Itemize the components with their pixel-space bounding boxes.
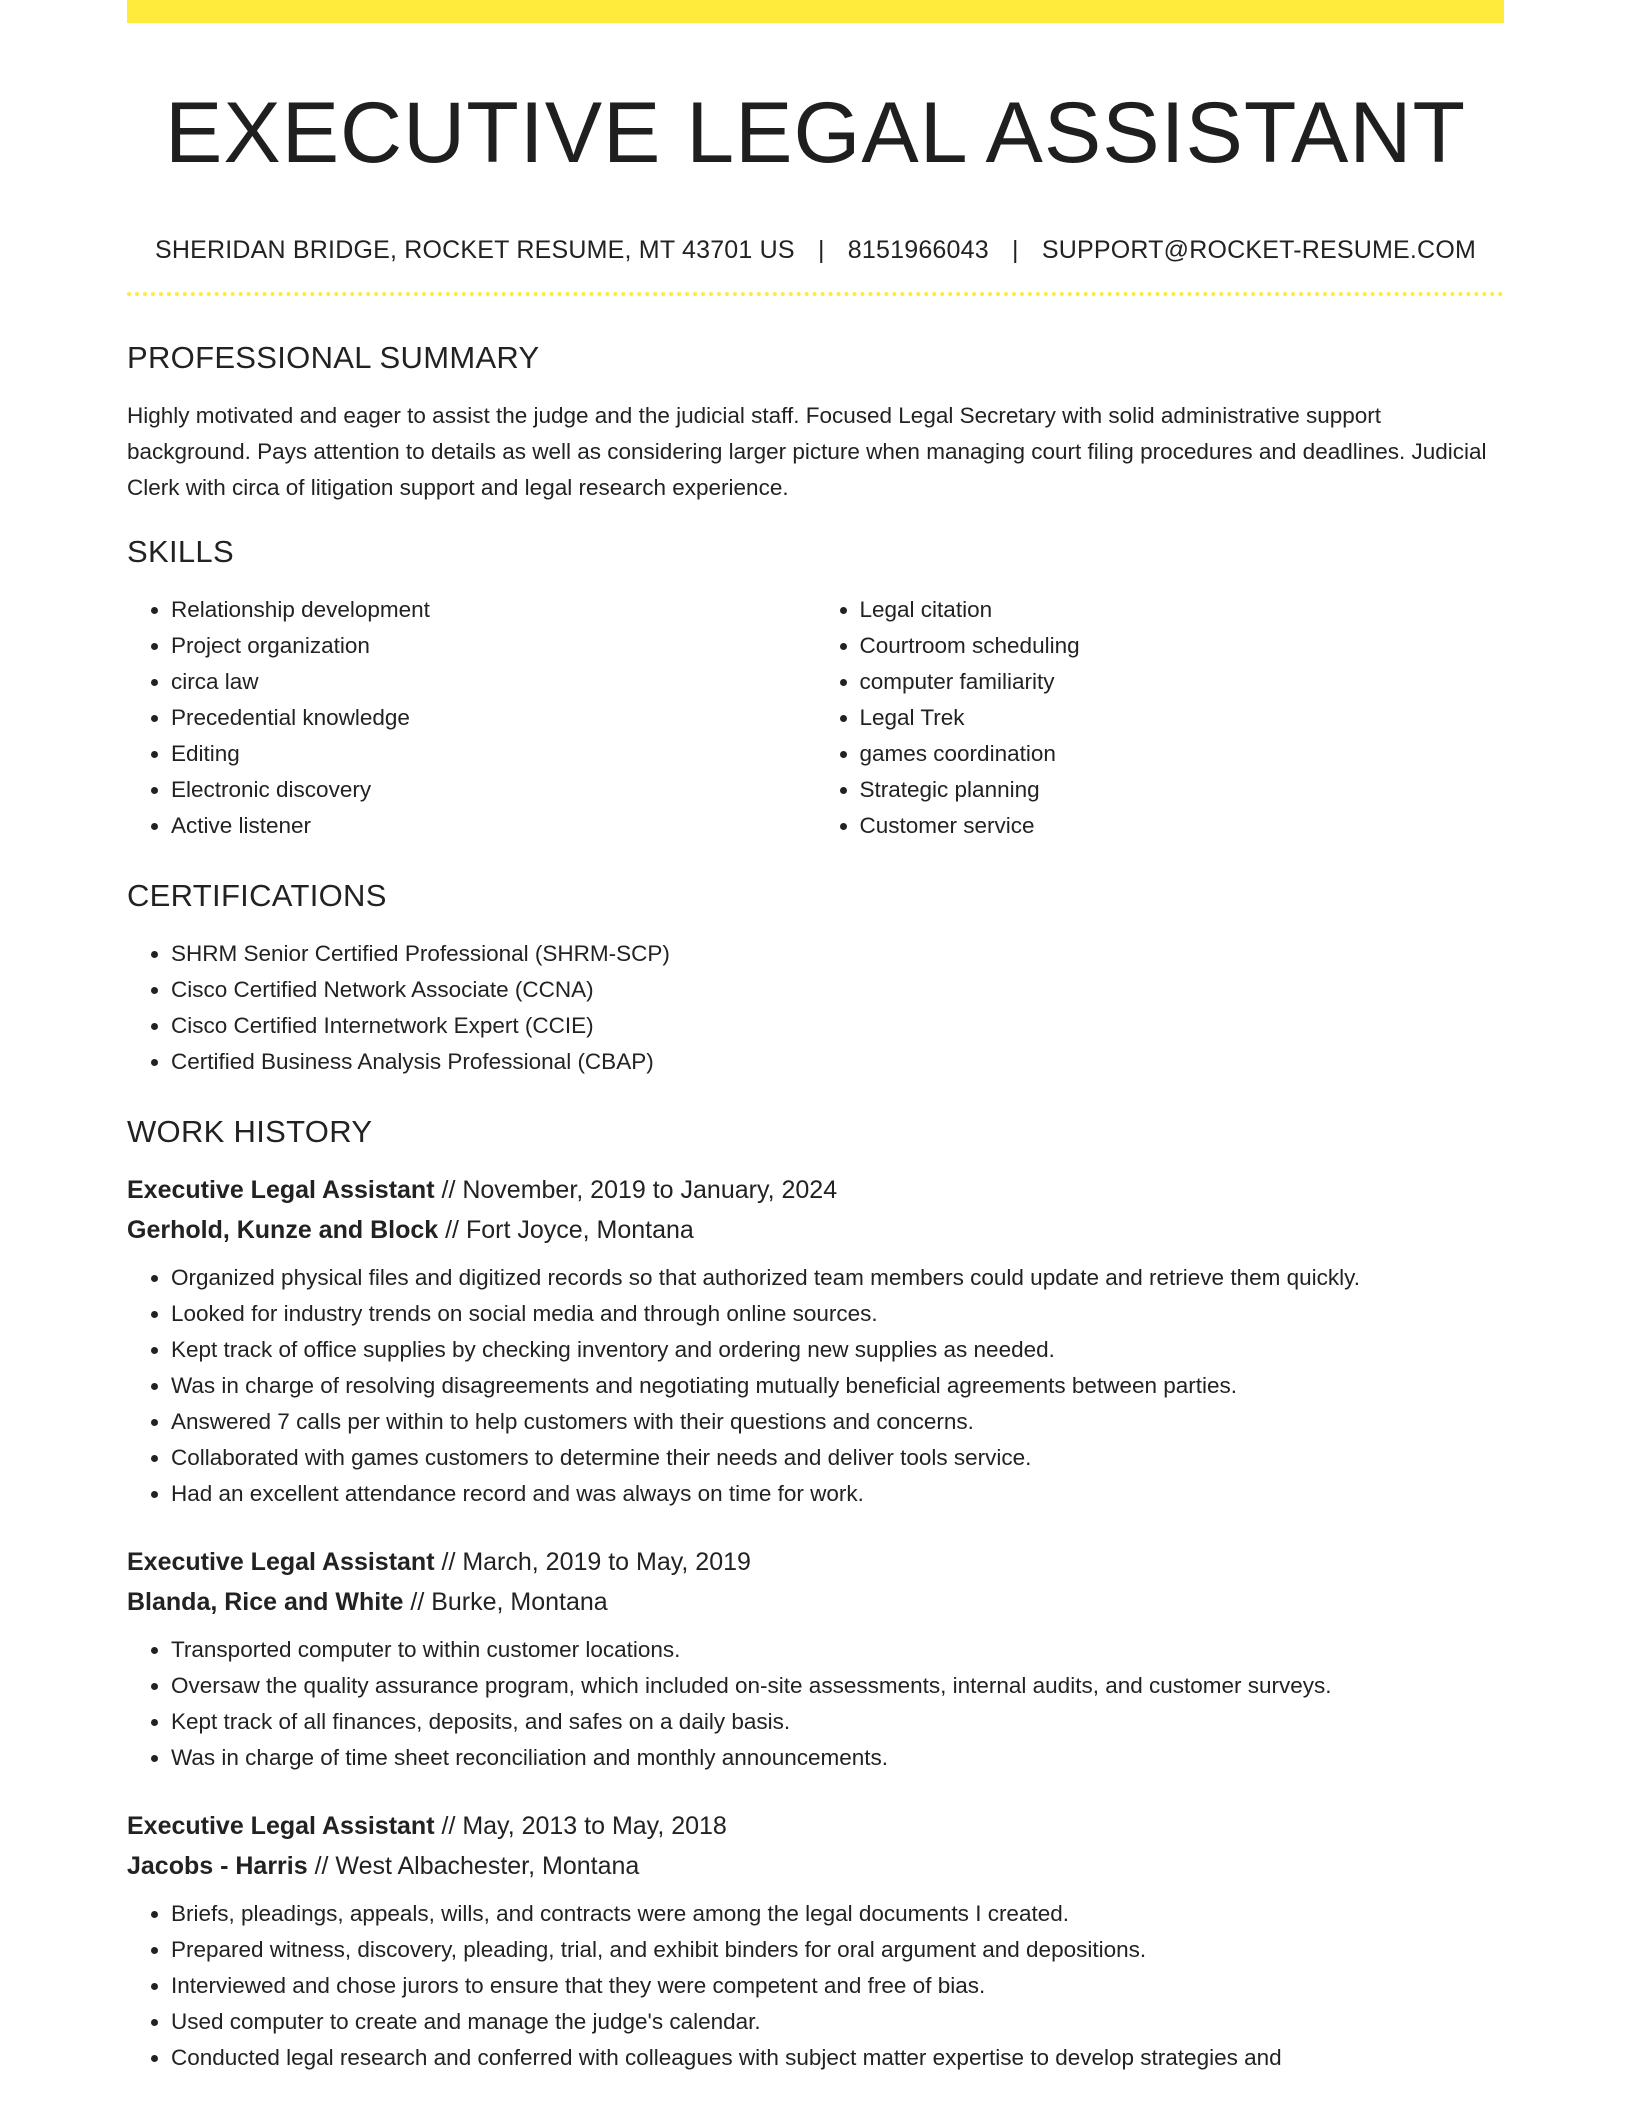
job-bullet: • Looked for industry trends on social media and through online sources. bbox=[171, 1296, 1504, 1332]
job-bullet: • Collaborated with games customers to determine their needs and deliver tools service. bbox=[171, 1440, 1504, 1476]
job-dates: // March, 2019 to May, 2019 bbox=[434, 1548, 751, 1576]
job-bullet: • Interviewed and chose jurors to ensure that they were competent and free of bias. bbox=[171, 1968, 1504, 2004]
skills-heading: SKILLS bbox=[127, 534, 234, 569]
skills-list bbox=[127, 592, 1504, 844]
skill-item: • Customer service bbox=[860, 808, 1505, 844]
skill-item: • Courtroom scheduling bbox=[860, 628, 1505, 664]
job-bullets bbox=[127, 1896, 1504, 2076]
job-bullet: • Briefs, pleadings, appeals, wills, and contracts were among the legal documents I created. bbox=[171, 1896, 1504, 1932]
contact-separator: | bbox=[817, 236, 825, 264]
skills-column-right bbox=[816, 592, 1505, 844]
job-company: Jacobs - Harris bbox=[127, 1852, 308, 1880]
job-company: Blanda, Rice and White bbox=[127, 1588, 404, 1616]
job-bullet: • Transported computer to within customer locations. bbox=[171, 1632, 1504, 1668]
resume-name: EXECUTIVE LEGAL ASSISTANT bbox=[164, 85, 1467, 181]
job-company-line bbox=[127, 1582, 1504, 1622]
job-bullet: • Conducted legal research and conferred with colleagues with subject matter expertise to develop strategies and bbox=[171, 2040, 1504, 2076]
skill-item: • Legal citation bbox=[860, 592, 1505, 628]
job-bullets bbox=[127, 1260, 1504, 1512]
resume-page bbox=[127, 0, 1504, 2076]
contact-line bbox=[127, 235, 1504, 265]
job-bullet: • Used computer to create and manage the judge's calendar. bbox=[171, 2004, 1504, 2040]
certification-item: • Cisco Certified Internetwork Expert (CCIE) bbox=[171, 1008, 1504, 1044]
job-entry bbox=[127, 1806, 1504, 2076]
job-company-line bbox=[127, 1210, 1504, 1250]
accent-bar bbox=[127, 0, 1504, 23]
job-bullet: • Had an excellent attendance record and was always on time for work. bbox=[171, 1476, 1504, 1512]
job-location: // West Albachester, Montana bbox=[307, 1852, 640, 1880]
certification-item: • Certified Business Analysis Professional (CBAP) bbox=[171, 1044, 1504, 1080]
header-divider bbox=[127, 292, 1504, 296]
certifications-list bbox=[127, 936, 1504, 1080]
skill-item: • Active listener bbox=[171, 808, 816, 844]
job-bullet: • Was in charge of time sheet reconciliation and monthly announcements. bbox=[171, 1740, 1504, 1776]
work-history-heading: WORK HISTORY bbox=[127, 1114, 373, 1149]
job-company-line bbox=[127, 1846, 1504, 1886]
skill-item: • Editing bbox=[171, 736, 816, 772]
skill-item: • Project organization bbox=[171, 628, 816, 664]
certification-item: • Cisco Certified Network Associate (CCNA) bbox=[171, 972, 1504, 1008]
contact-address: SHERIDAN BRIDGE, ROCKET RESUME, MT 43701 US bbox=[155, 236, 795, 264]
job-title: Executive Legal Assistant bbox=[127, 1176, 435, 1204]
job-title: Executive Legal Assistant bbox=[127, 1548, 435, 1576]
job-location: // Burke, Montana bbox=[403, 1588, 608, 1616]
job-title-line bbox=[127, 1170, 1504, 1210]
certifications-heading: CERTIFICATIONS bbox=[127, 878, 387, 913]
job-title-line bbox=[127, 1806, 1504, 1846]
skill-item: • circa law bbox=[171, 664, 816, 700]
job-bullet: • Kept track of office supplies by checking inventory and ordering new supplies as needed. bbox=[171, 1332, 1504, 1368]
job-entry bbox=[127, 1170, 1504, 1512]
skill-item: • Relationship development bbox=[171, 592, 816, 628]
job-dates: // November, 2019 to January, 2024 bbox=[434, 1176, 838, 1204]
job-bullet: • Prepared witness, discovery, pleading, trial, and exhibit binders for oral argument and depositions. bbox=[171, 1932, 1504, 1968]
job-company: Gerhold, Kunze and Block bbox=[127, 1216, 439, 1244]
job-bullets bbox=[127, 1632, 1504, 1776]
job-location: // Fort Joyce, Montana bbox=[438, 1216, 694, 1244]
job-dates: // May, 2013 to May, 2018 bbox=[434, 1812, 727, 1840]
contact-phone: 8151966043 bbox=[847, 236, 989, 264]
skill-item: • Precedential knowledge bbox=[171, 700, 816, 736]
skill-item: • Strategic planning bbox=[860, 772, 1505, 808]
job-bullet: • Oversaw the quality assurance program, which included on-site assessments, internal audits, and customer surveys. bbox=[171, 1668, 1504, 1704]
job-entry bbox=[127, 1542, 1504, 1776]
job-bullet: • Organized physical files and digitized records so that authorized team members could update and retrieve them quickly. bbox=[171, 1260, 1504, 1296]
job-title: Executive Legal Assistant bbox=[127, 1812, 435, 1840]
skills-column-left bbox=[127, 592, 816, 844]
skill-item: • Electronic discovery bbox=[171, 772, 816, 808]
summary-text: Highly motivated and eager to assist the judge and the judicial staff. Focused Legal Secretary with solid administrative support background. Pays attention to details as well as considering larger picture when managing court filing procedures and deadlines. Judicial Clerk with circa of litigation support and legal research experience. bbox=[127, 403, 1487, 500]
contact-separator: | bbox=[1012, 236, 1019, 264]
job-title-line bbox=[127, 1542, 1504, 1582]
job-bullet: • Answered 7 calls per within to help customers with their questions and concerns. bbox=[171, 1404, 1504, 1440]
contact-email[interactable]: SUPPORT@ROCKET-RESUME.COM bbox=[1041, 236, 1476, 264]
skill-item: • computer familiarity bbox=[860, 664, 1505, 700]
skill-item: • Legal Trek bbox=[860, 700, 1505, 736]
summary-heading: PROFESSIONAL SUMMARY bbox=[127, 340, 540, 375]
job-bullet: • Kept track of all finances, deposits, and safes on a daily basis. bbox=[171, 1704, 1504, 1740]
certification-item: • SHRM Senior Certified Professional (SHRM-SCP) bbox=[171, 936, 1504, 972]
job-bullet: • Was in charge of resolving disagreements and negotiating mutually beneficial agreements between parties. bbox=[171, 1368, 1504, 1404]
skill-item: • games coordination bbox=[860, 736, 1505, 772]
